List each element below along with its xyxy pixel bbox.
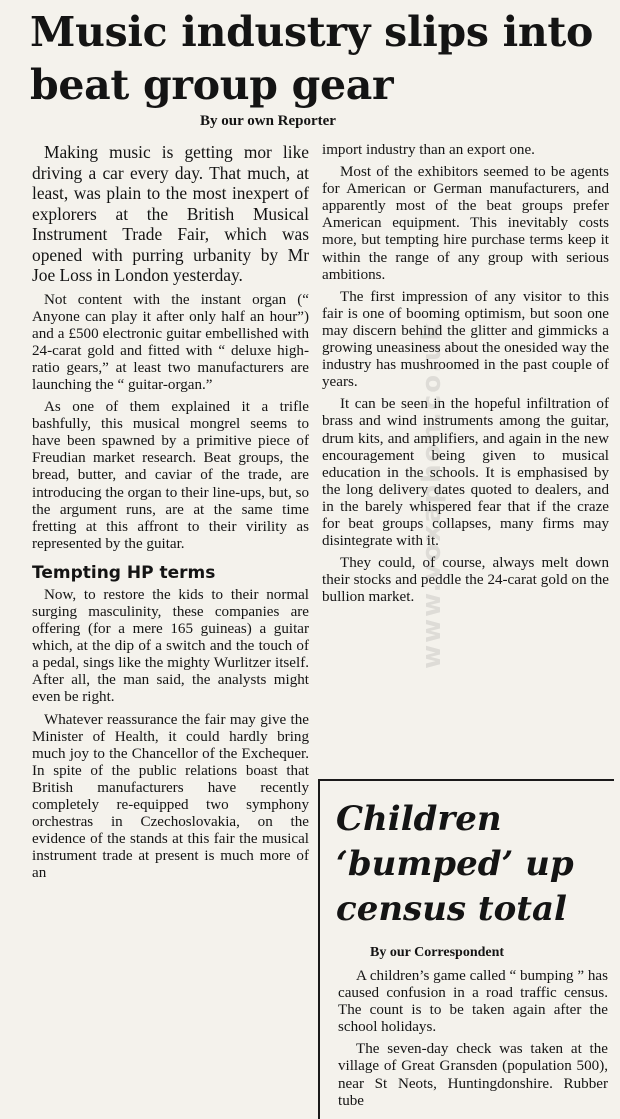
- body-paragraph: They could, of course, always melt down their stocks and peddle the 24-carat gold on the bullion market.: [322, 555, 609, 606]
- second-byline: By our Correspondent: [370, 945, 505, 960]
- body-paragraph: It can be seen in the hopeful infiltration of brass and wind instruments among the guitar, drum kits, and amplifiers, and again in the new encouragement being given to musical education in the schools. It is emphasised by the long delivery dates quoted to dealers, and in the barely whispered fear that if the craze for beat groups collapses, many firms may disintegrate with it.: [322, 396, 609, 550]
- body-paragraph: The seven-day check was taken at the village of Great Gransden (population 500), near St Neots, Huntingdonshire. Rubber tube: [338, 1041, 608, 1109]
- second-headline: Children ‘bumped’ up census total: [336, 799, 574, 929]
- body-paragraph: Whatever reassurance the fair may give the Minister of Health, it could hardly bring much joy to the Chancellor of the Exchequer. In spite of the public relations boast that British manufacturers have recently completely re-equipped two symphony orchestras in Czechoslovakia, on the evidence of the stands at this fair the musical instrument trade at present is much more of an: [32, 711, 309, 882]
- body-paragraph: A children’s game called “ bumping ” has caused confusion in a road traffic census. The count is to be taken again after the school holidays.: [338, 968, 608, 1036]
- lead-paragraph: Making music is getting mor like driving a car every day. That much, at least, was plain to the most inexpert of explorers at the British Musical Instrument Trade Fair, which was opened with purring urbanity by Mr Joe Loss in London yesterday.: [32, 142, 309, 285]
- body-paragraph: The first impression of any visitor to this fair is one of booming optimism, but soon one may discern behind the glitter and gimmicks a growing uneasiness about the onesided way the industry has mushroomed in the past couple of years.: [322, 288, 609, 391]
- second-article-column: [338, 968, 608, 1115]
- body-paragraph: Not content with the instant organ (“ Anyone can play it after only half an hour”) and a £500 electronic guitar embellished with 24-carat gold and fitted with “ deluxe high-ratio gears,” at least two manufacturers are launching the “ guitar-organ.”: [32, 291, 309, 393]
- left-column: [32, 142, 309, 888]
- byline: By our own Reporter: [200, 113, 336, 129]
- main-headline: Music industry slips into beat group gear: [30, 8, 594, 109]
- body-paragraph: Now, to restore the kids to their normal surging masculinity, these companies are offering (for a mere 165 guineas) a guitar which, at the dip of a switch and the touch of a pedal, sings like the mighty Wurlitzer itself. After all, the man said, the analysts might even be right.: [32, 586, 309, 706]
- body-paragraph: As one of them explained it a trifle bashfully, this musical mongrel seems to have been spawned by a primitive piece of Freudian market research. Beat groups, the bread, butter, and caviar of the trade, are introducing the organ to their line-ups, but, so the argument runs, are at the same time fretting at this affront to their virility as represented by the guitar.: [32, 399, 309, 552]
- box-rule-top: [318, 779, 614, 781]
- section-subhead: Tempting HP terms: [32, 562, 216, 583]
- box-rule-left: [318, 779, 320, 1119]
- continued-paragraph: import industry than an export one.: [322, 142, 535, 158]
- body-paragraph: Most of the exhibitors seemed to be agents for American or German manufacturers, and apparently most of the beat groups prefer American equipment. This inevitably costs more, but tempting hire purchase terms keep it within the range of any group with serious ambitions.: [322, 164, 609, 283]
- right-column: [322, 142, 609, 611]
- watermark: www.voxaphon.co.uk: [417, 321, 447, 669]
